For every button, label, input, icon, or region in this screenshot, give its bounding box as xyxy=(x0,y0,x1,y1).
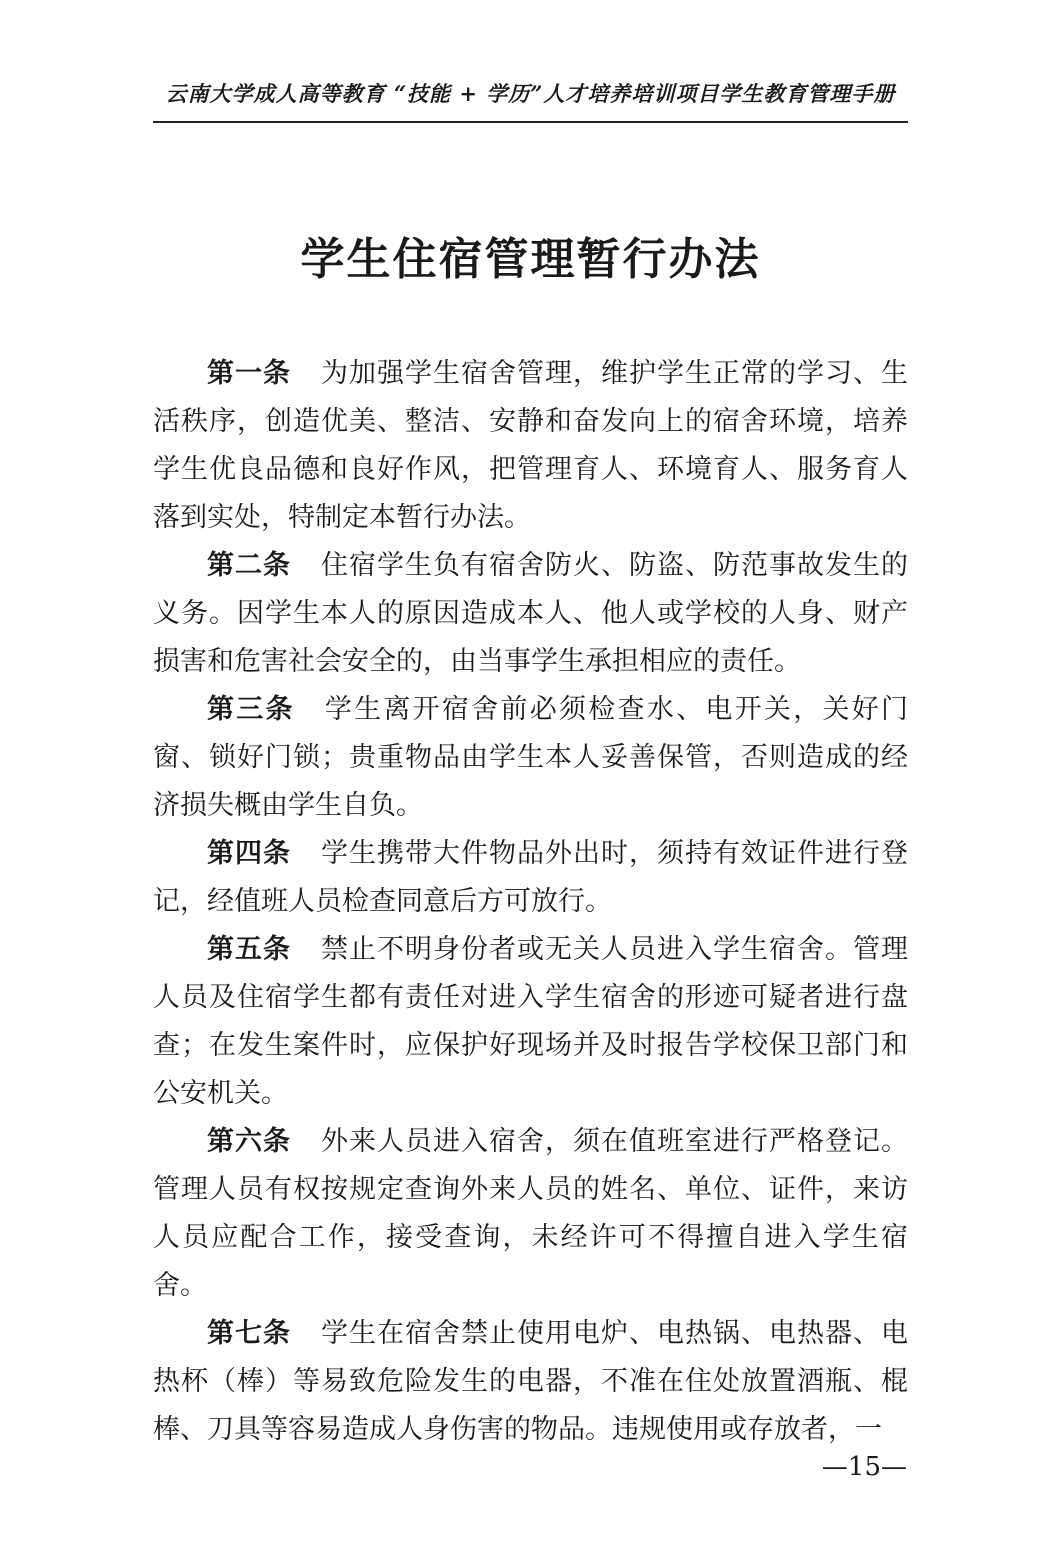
article-4 xyxy=(153,830,908,926)
article-5 xyxy=(153,926,908,1118)
article-text: 学生在宿舍禁止使用电炉、电热锅、电热器、电热杯（棒）等易致危险发生的电器，不准在住处放置酒瓶、棍棒、刀具等容易造成人身伤害的物品。违规使用或存放者，一 xyxy=(153,1318,908,1445)
article-number: 第二条 xyxy=(207,550,291,581)
article-text: 住宿学生负有宿舍防火、防盗、防范事故发生的义务。因学生本人的原因造成本人、他人或学校的人身、财产损害和危害社会安全的，由当事学生承担相应的责任。 xyxy=(153,550,908,677)
article-number: 第一条 xyxy=(207,358,291,389)
article-number: 第七条 xyxy=(207,1318,291,1349)
header-rule xyxy=(153,121,908,123)
article-2 xyxy=(153,542,908,686)
article-text: 外来人员进入宿舍，须在值班室进行严格登记。管理人员有权按规定查询外来人员的姓名、单位、证件，来访人员应配合工作，接受查询，未经许可不得擅自进入学生宿舍。 xyxy=(153,1126,908,1301)
article-text: 学生携带大件物品外出时，须持有效证件进行登记，经值班人员检查同意后方可放行。 xyxy=(153,838,908,917)
page-number: —15— xyxy=(821,1452,907,1482)
document-title: 学生住宿管理暂行办法 xyxy=(300,234,761,285)
article-7 xyxy=(153,1310,908,1454)
article-number: 第四条 xyxy=(207,838,291,869)
article-text: 学生离开宿舍前必须检查水、电开关，关好门窗、锁好门锁；贵重物品由学生本人妥善保管，否则造成的经济损失概由学生自负。 xyxy=(153,694,909,821)
article-number: 第三条 xyxy=(207,694,295,725)
article-number: 第六条 xyxy=(207,1126,291,1157)
article-text: 为加强学生宿舍管理，维护学生正常的学习、生活秩序，创造优美、整洁、安静和奋发向上的宿舍环境，培养学生优良品德和良好作风，把管理育人、环境育人、服务育人落到实处，特制定本暂行办法。 xyxy=(153,358,908,533)
running-header: 云南大学成人高等教育 “技能 + 学历”人才培养培训项目学生教育管理手册 xyxy=(165,81,896,106)
article-3 xyxy=(153,686,908,830)
article-1 xyxy=(153,350,908,542)
article-number: 第五条 xyxy=(207,934,291,965)
document-body xyxy=(153,350,908,1454)
article-text: 禁止不明身份者或无关人员进入学生宿舍。管理人员及住宿学生都有责任对进入学生宿舍的形迹可疑者进行盘查；在发生案件时，应保护好现场并及时报告学校保卫部门和公安机关。 xyxy=(153,934,908,1109)
article-6 xyxy=(153,1118,908,1310)
